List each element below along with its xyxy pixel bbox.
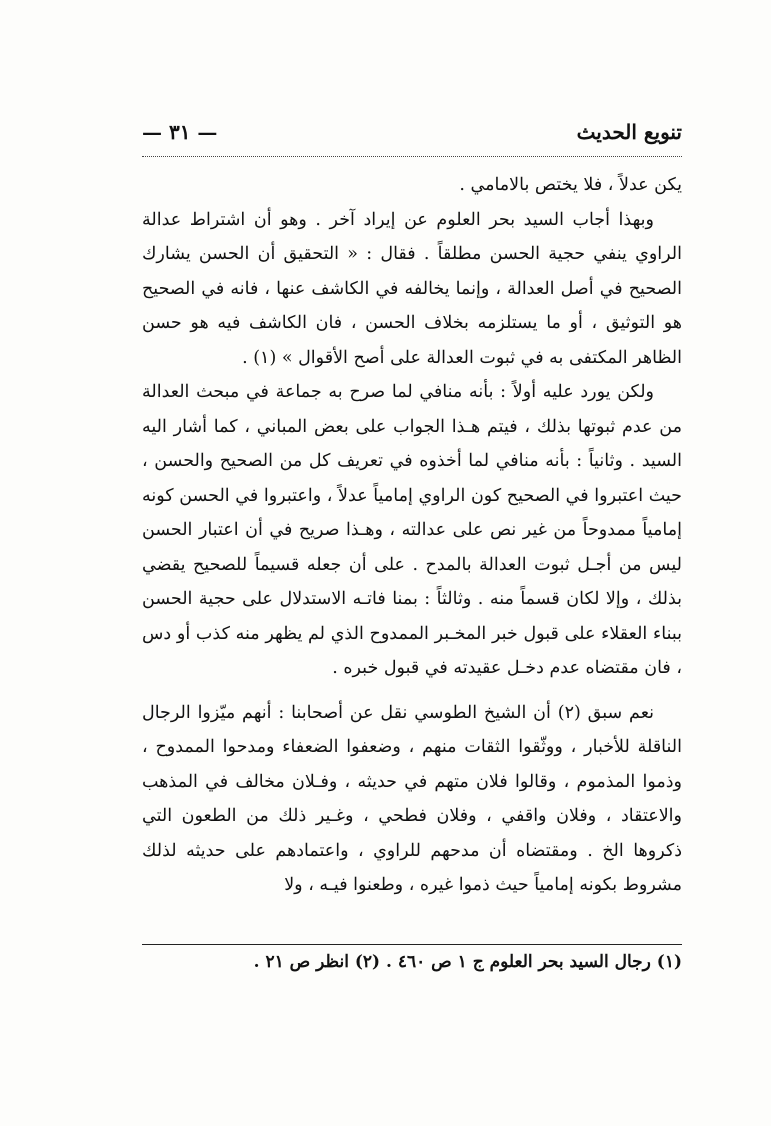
paragraph-1: يكن عدلاً ، فلا يختص بالامامي . <box>459 175 682 195</box>
running-head: تنويع الحديث <box>576 120 682 144</box>
paragraph-spacer <box>142 686 682 696</box>
header-divider <box>142 156 682 157</box>
paragraph-4: نعم سبق (٢) أن الشيخ الطوسي نقل عن أصحابنا : أنهم ميّزوا الرجال الناقلة للأخبار ، ووثّقوا الثقات منهم ، وضعفوا الضعفاء ومدحوا الممدوح ، وذموا المذموم ، وقالوا فلان متهم في حديثه ، وفـلان مخالف في المذهب والاعتقاد ، وفلان واقفي ، وفلان فطحي ، وغـير ذلك من الطعون التي ذكروها الخ . ومقتضاه أن مدحهم للراوي ، واعتمادهم على حديثه لذلك مشروط بكونه إمامياً حيث ذموا غيره ، وطعنوا فيـه ، ولا <box>142 702 682 895</box>
page-number: — ٣١ — <box>142 120 218 144</box>
footnote: (١) رجال السيد بحر العلوم ج ١ ص ٤٦٠ . (٢) انظر ص ٢١ . <box>253 952 682 972</box>
paragraph-3: ولكن يورد عليه أولاً : بأنه منافي لما صرح به جماعة في مبحث العدالة من عدم ثبوتها بذلك ، فيتم هـذا الجواب على بعض المباني ، كما أشار اليه السيد . وثانياً : بأنه منافي لما أخذوه في تعريف كل من الصحيح والحسن ، حيث اعتبروا في الصحيح كون الراوي إمامياً عدلاً ، واعتبروا في الحسن كونه إمامياً ممدوحاً من غير نص على عدالته ، وهـذا صريح في أن اعتبار الحسن ليس من أجـل ثبوت العدالة بالمدح . على أن جعله قسيماً للصحيح يقضي بذلك ، وإلا لكان قسماً منه . وثالثاً : بمنا فاتـه الاستدلال على حجية الحسن ببناء العقلاء على قبول خبر المخـبر الممدوح الذي لم يظهر منه كذب أو دس ، فان مقتضاه عدم دخـل عقيدته في قبول خبره . <box>142 382 682 678</box>
page-header <box>142 118 682 158</box>
paragraph-2: وبهذا أجاب السيد بحر العلوم عن إيراد آخر . وهو أن اشتراط عدالة الراوي ينفي حجية الحسن مطلقاً . فقال : « التحقيق أن الحسن يشارك الصحيح في أصل العدالة ، وإنما يخالفه في الكاشف عنها ، فانه في الصحيح هو التوثيق ، أو ما يستلزمه بخلاف الحسن ، فان الكاشف فيه هو حسن الظاهر المكتفى به في ثبوت العدالة على أصح الأقوال » (١) . <box>142 209 682 368</box>
footnote-divider <box>142 944 682 945</box>
body-text <box>142 168 682 903</box>
